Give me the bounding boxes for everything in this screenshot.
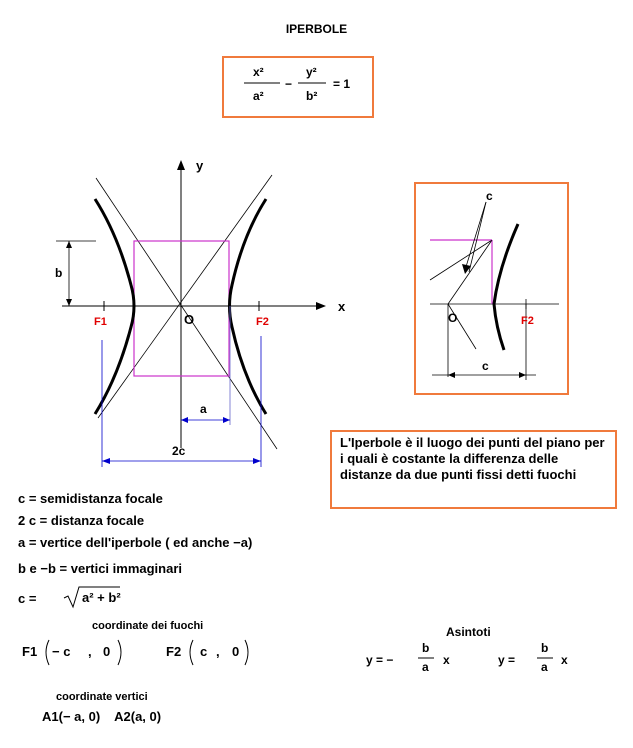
def-two-c: 2 c = distanza focale xyxy=(18,513,145,528)
eq-x2: x² xyxy=(253,65,264,79)
a-arrow-right xyxy=(223,417,230,423)
def-c: c = semidistanza focale xyxy=(18,491,163,506)
a-arrow-left xyxy=(181,417,188,423)
x-axis-arrow xyxy=(316,302,326,310)
detail-c-hypotenuse xyxy=(448,240,492,304)
asym2-den: a xyxy=(541,660,548,674)
f2-label: F2 xyxy=(256,316,269,328)
f2-open-paren xyxy=(190,640,193,665)
y-axis-arrow xyxy=(177,160,185,170)
two-c-arrow-left xyxy=(102,458,110,464)
two-c-arrow-right xyxy=(253,458,261,464)
detail-f2-label: F2 xyxy=(521,315,534,327)
foci-f2-parens xyxy=(184,638,256,668)
f1-open-paren xyxy=(46,640,49,665)
detail-asymptote-positive xyxy=(430,240,492,280)
detail-hyperbola-branch xyxy=(494,224,518,350)
detail-origin-label: O xyxy=(448,311,458,325)
eq-a2: a² xyxy=(253,89,264,103)
foci-f2-x: c xyxy=(200,644,208,659)
page-title: IPERBOLE xyxy=(285,22,348,36)
foci-f1-x: − c xyxy=(52,644,71,659)
asym2-lhs: y = xyxy=(498,653,516,667)
eq-b2: b² xyxy=(306,89,318,103)
x-axis-label: x xyxy=(338,299,346,314)
f1-close-paren xyxy=(118,640,121,665)
foci-f1-comma: , xyxy=(88,644,92,659)
b-arrow-top xyxy=(66,241,72,248)
asym1-num: b xyxy=(422,641,430,655)
foci-heading: coordinate dei fuochi xyxy=(92,620,204,632)
foci-f2-comma: , xyxy=(216,644,220,659)
asymptotes-heading: Asintoti xyxy=(446,625,491,639)
focal-detail-box xyxy=(414,182,569,395)
asym2-var: x xyxy=(561,653,568,667)
f2-close-paren xyxy=(245,640,248,665)
foci-f1-y: 0 xyxy=(103,644,111,659)
y-axis-label: y xyxy=(196,158,204,173)
b-arrow-bottom xyxy=(66,299,72,306)
f1-label: F1 xyxy=(94,316,107,328)
detail-c-top-label: c xyxy=(486,189,493,203)
foci-f1-label: F1 xyxy=(22,644,38,659)
vertices-text: A1(− a, 0) A2(a, 0) xyxy=(42,709,162,724)
detail-c-bottom-label: c xyxy=(482,359,489,373)
eq-y2: y² xyxy=(306,65,317,79)
focal-detail-diagram xyxy=(414,182,569,395)
a-label: a xyxy=(200,402,207,416)
def-c-formula-prefix: c = xyxy=(18,591,37,606)
vertices-heading: coordinate vertici xyxy=(56,691,148,703)
asym2-num: b xyxy=(541,641,549,655)
asym1-var: x xyxy=(443,653,450,667)
foci-f2-label: F2 xyxy=(166,644,182,659)
def-b: b e −b = vertici immaginari xyxy=(18,561,183,576)
definition-box: L'Iperbole è il luogo dei punti del piano per i quali è costante la differenza delle distanze da due punti fissi detti fuochi xyxy=(330,430,617,509)
def-a: a = vertice dell'iperbole ( ed anche −a) xyxy=(18,535,253,550)
origin-label: O xyxy=(184,312,195,327)
foci-f2-y: 0 xyxy=(232,644,240,659)
asymptotes-equations xyxy=(360,638,590,678)
detail-c-arrow-left xyxy=(448,372,455,378)
detail-c-pointer-1 xyxy=(465,202,486,270)
b-label: b xyxy=(55,266,63,280)
eq-minus: − xyxy=(285,77,293,91)
asym1-den: a xyxy=(422,660,429,674)
def-c-formula-radicand: a² + b² xyxy=(82,590,121,605)
asym1-lhs: y = − xyxy=(366,653,394,667)
detail-c-arrow-right xyxy=(519,372,526,378)
asymptote-positive xyxy=(98,175,272,418)
two-c-label: 2c xyxy=(172,444,186,458)
eq-rhs: = 1 xyxy=(333,77,351,91)
